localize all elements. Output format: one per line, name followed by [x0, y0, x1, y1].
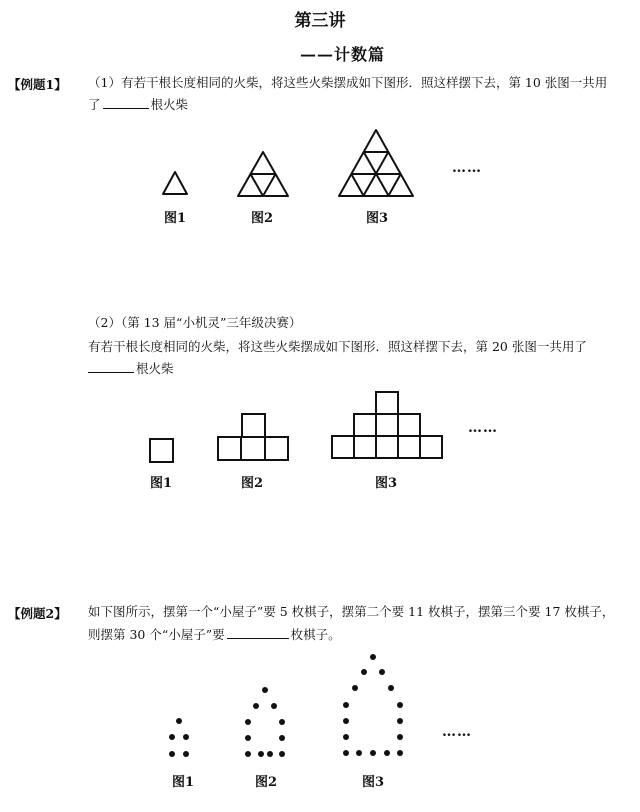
caption-fig2: 图2	[255, 775, 278, 790]
house-figure-3	[343, 654, 403, 756]
square-figure-2	[218, 414, 288, 460]
example2-prefix: 则摆第 30 个“小屋子”要	[88, 627, 225, 642]
triangle-figure-1	[163, 172, 187, 194]
example1-label: 【例题1】	[8, 77, 67, 92]
example2-suffix: 枚棋子。	[290, 627, 341, 642]
square-figure-1	[150, 439, 173, 462]
square-figure-3	[332, 392, 442, 458]
answer-blank	[227, 626, 289, 639]
ellipsis-2: ……	[468, 420, 498, 436]
caption-fig2: 图2	[241, 476, 264, 491]
example1-part2-suffix: 根火柴	[136, 361, 174, 376]
example1-part2-line2	[88, 360, 174, 378]
caption-fig3: 图3	[375, 476, 398, 491]
caption-fig1: 图1	[150, 476, 173, 491]
caption-fig2: 图2	[251, 211, 274, 226]
example1-part1-line2	[88, 96, 188, 114]
example1-part1-prefix: 了	[88, 97, 101, 112]
ellipsis-1: ……	[452, 160, 482, 176]
triangle-figure-3	[339, 130, 413, 196]
example2-line2	[88, 626, 341, 644]
answer-blank	[88, 360, 134, 373]
triangle-figure-2	[238, 152, 288, 196]
caption-fig1: 图1	[172, 775, 195, 790]
answer-blank	[103, 96, 149, 109]
example2-label: 【例题2】	[8, 606, 67, 621]
page-title: 第三讲	[294, 11, 346, 31]
ellipsis-3: ……	[442, 724, 472, 740]
house-figure-2	[245, 687, 285, 757]
caption-fig3: 图3	[366, 211, 389, 226]
page-subtitle: ——计数篇	[300, 45, 386, 64]
example1-part2-line1: 有若干根长度相同的火柴，将这些火柴摆成如下图形．照这样摆下去，第 20 张图一共用了	[88, 339, 587, 354]
caption-fig1: 图1	[164, 211, 187, 226]
example1-part1-line1: （1）有若干根长度相同的火柴，将这些火柴摆成如下图形．照这样摆下去，第 10 张图一共用	[88, 75, 608, 90]
house-figure-1	[169, 718, 189, 757]
caption-fig3: 图3	[362, 775, 385, 790]
example1-part2-heading: （2）（第 13 届“小机灵”三年级决赛）	[88, 315, 302, 330]
example2-line1: 如下图所示，摆第一个“小屋子”要 5 枚棋子，摆第二个要 11 枚棋子，摆第三个要 17 枚棋子，	[88, 604, 615, 619]
example1-part1-suffix: 根火柴	[150, 97, 189, 112]
